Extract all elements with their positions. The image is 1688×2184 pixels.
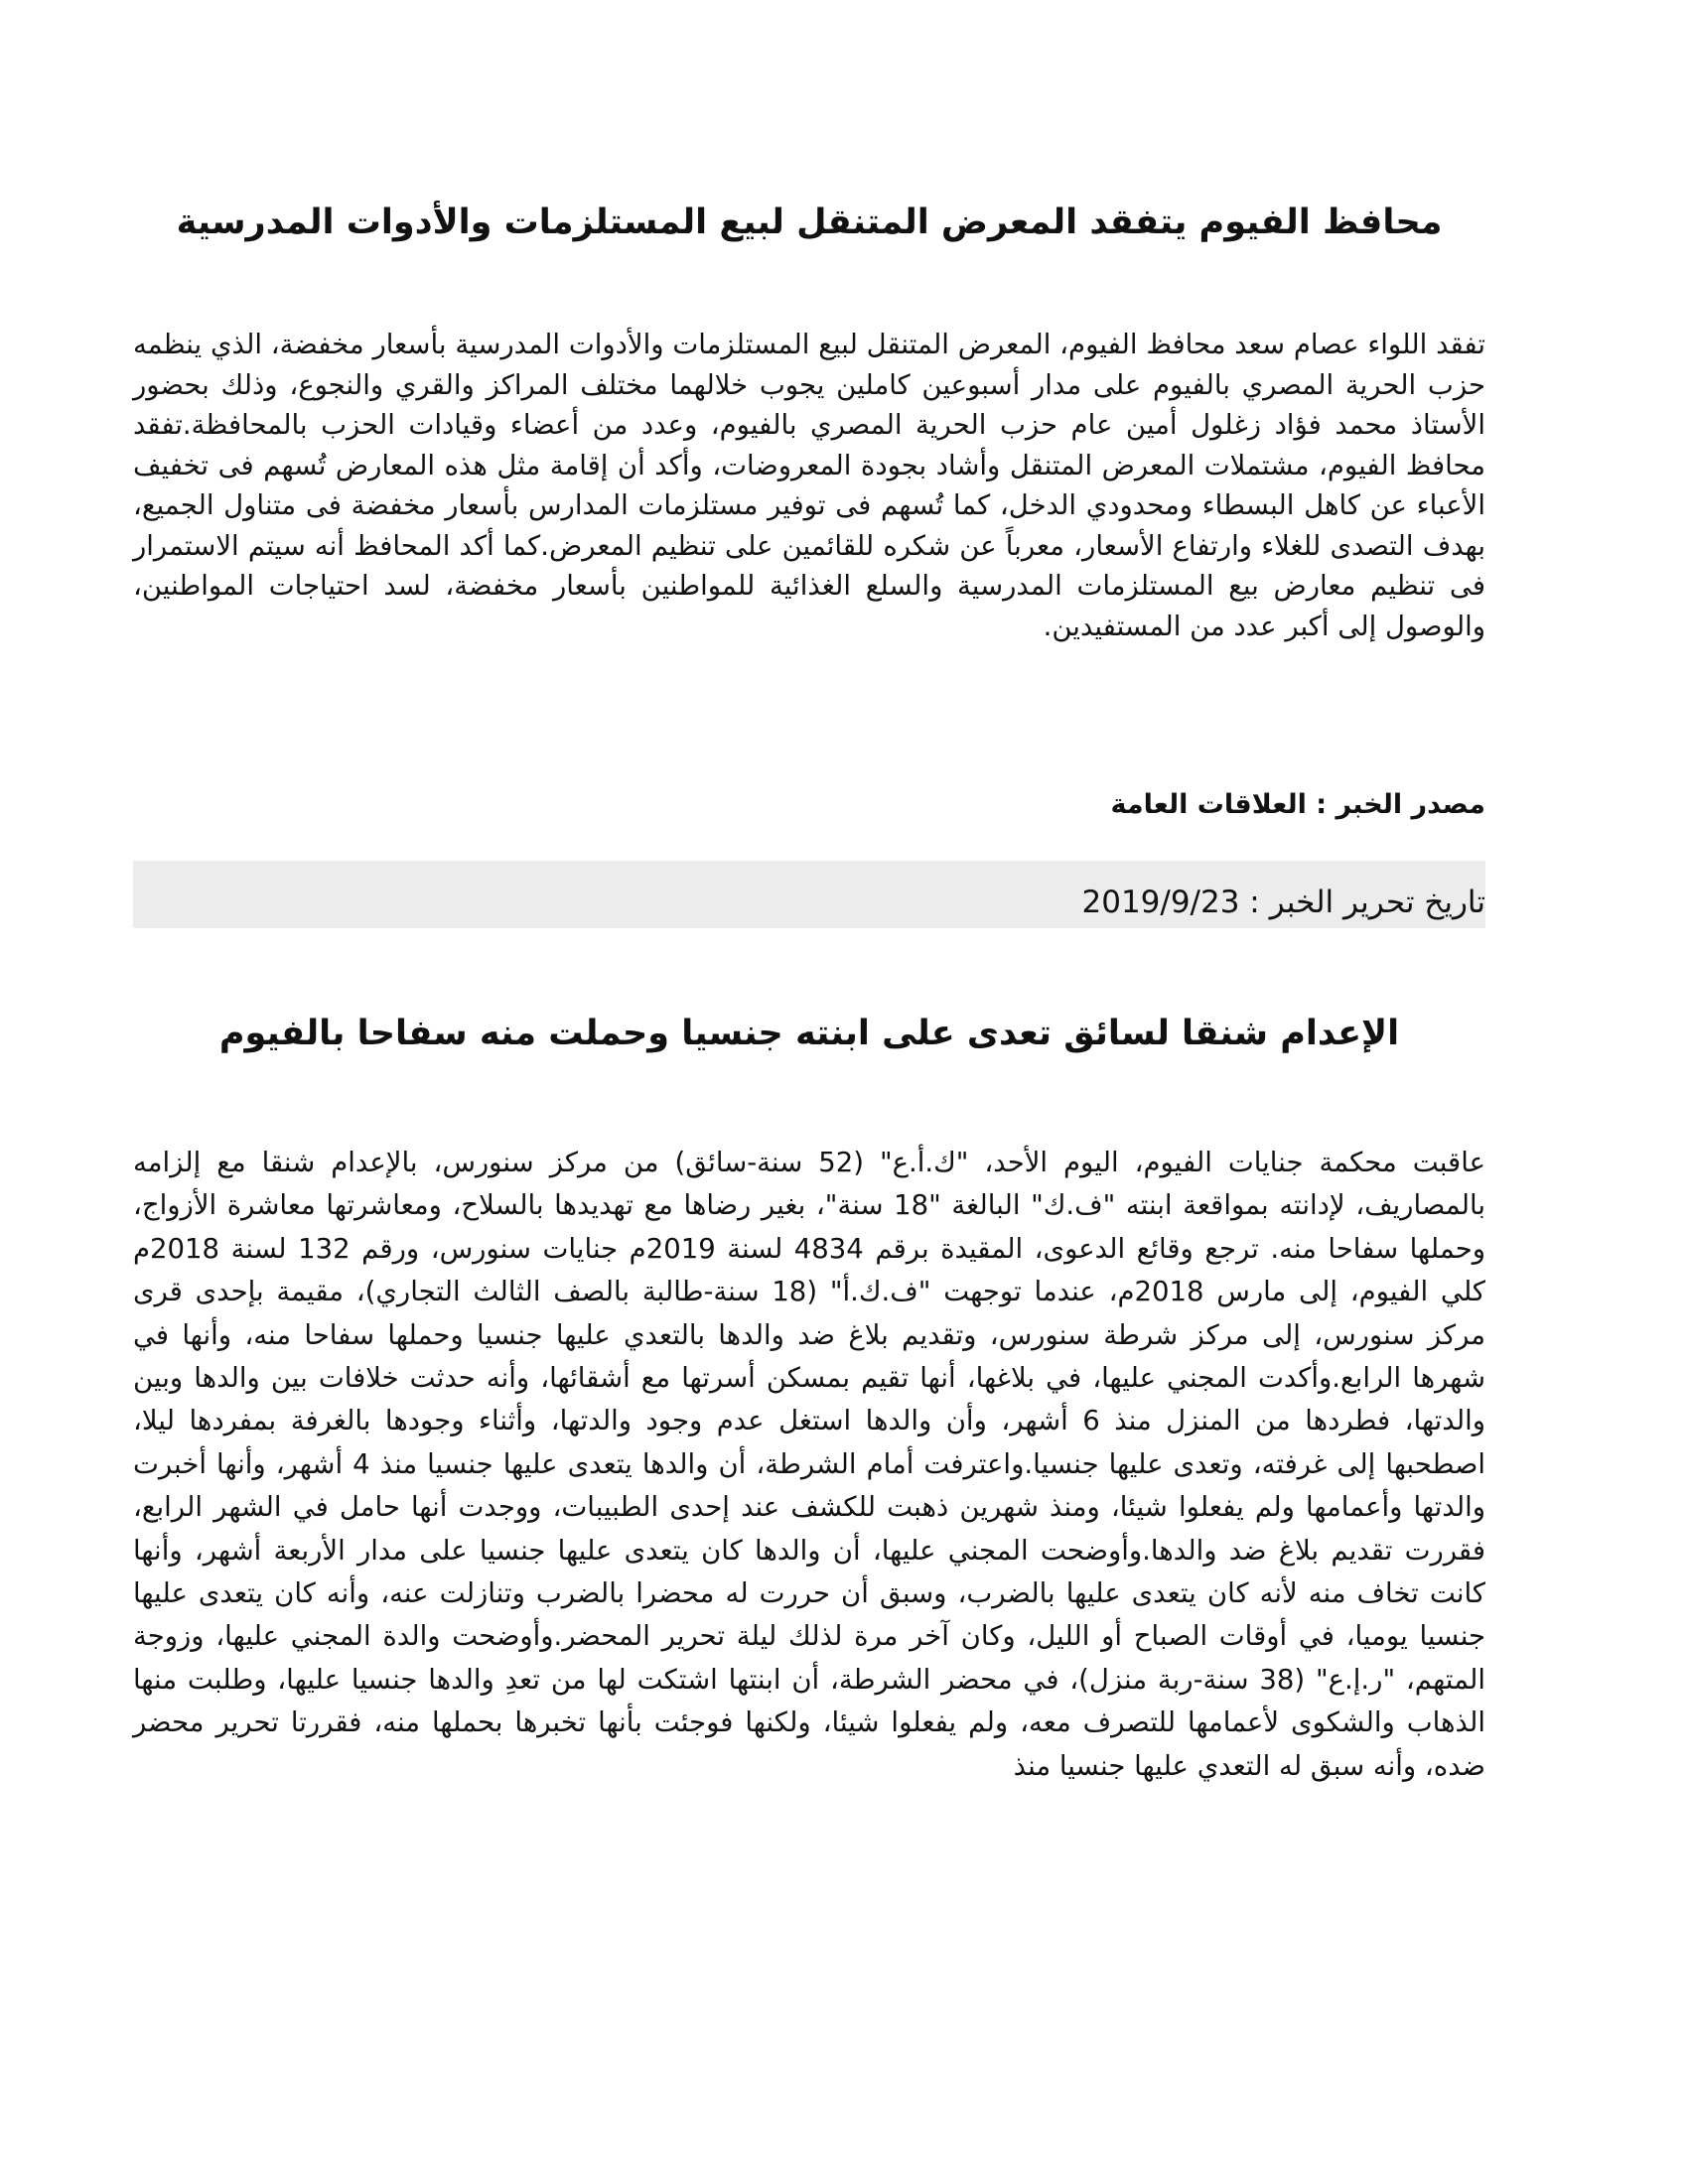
article-1-date-band	[133, 861, 1485, 928]
article-2-body: عاقبت محكمة جنايات الفيوم، اليوم الأحد، "ك.أ.ع" (52 سنة-سائق) من مركز سنورس، بالإعدام شنقا مع إلزامه بالمصاريف، لإدانته بمواقعة ابنته "ف.ك" البالغة "18 سنة"، بغير رضاها مع تهديدها بالسلاح، ومعاشرتها معاشرة الأزواج، وحملها سفاحا منه. ترجع وقائع الدعوى، المقيدة برقم 4834 لسنة 2019م جنايات سنورس، ورقم 132 لسنة 2018م كلي الفيوم، إلى مارس 2018م، عندما توجهت "ف.ك.أ" (18 سنة-طالبة بالصف الثالث التجاري)، مقيمة بإحدى قرى مركز سنورس، إلى مركز شرطة سنورس، وتقديم بلاغ ضد والدها بالتعدي عليها جنسيا وحملها سفاحا منه، وأنها في شهرها الرابع.وأكدت المجني عليها، في بلاغها، أنها تقيم بمسكن أسرتها مع أشقائها، وأنه حدثت خلافات بين والدها وبين والدتها، فطردها من المنزل منذ 6 أشهر، وأن والدها استغل عدم وجود والدتها، وأثناء وجودها بالغرفة بمفردها ليلا، اصطحبها إلى غرفته، وتعدى عليها جنسيا.واعترفت أمام الشرطة، أن والدها يتعدى عليها جنسيا منذ 4 أشهر، وأنها أخبرت والدتها وأعمامها ولم يفعلوا شيئا، ومنذ شهرين ذهبت للكشف عند إحدى الطبيبات، ووجدت أنها حامل في الشهر الرابع، فقررت تقديم بلاغ ضد والدها.وأوضحت المجني عليها، أن والدها كان يتعدى عليها جنسيا على مدار الأربعة أشهر، وأنها كانت تخاف منه لأنه كان يتعدى عليها بالضرب، وسبق أن حررت له محضرا بالضرب وتنازلت عنه، وأنه كان يتعدى عليها جنسيا يوميا، في أوقات الصباح أو الليل، وكان آخر مرة لذلك ليلة تحرير المحضر.وأوضحت والدة المجني عليها، وزوجة المتهم، "ر.إ.ع" (38 سنة-ربة منزل)، في محضر الشرطة، أن ابنتها اشتكت لها من تعدِ والدها جنسيا عليها، وطلبت منها الذهاب والشكوى لأعمامها للتصرف معه، ولم يفعلوا شيئا، ولكنها فوجئت بأنها تخبرها بحملها منه، فقررتا تحرير محضر ضده، وأنه سبق له التعدي عليها جنسيا منذ	[133, 1147, 1486, 1782]
article-2-headline: الإعدام شنقا لسائق تعدى على ابنته جنسيا وحملت منه سفاحا بالفيوم	[218, 1014, 1400, 1053]
article-1-body: تفقد اللواء عصام سعد محافظ الفيوم، المعرض المتنقل لبيع المستلزمات والأدوات المدرسية بأسعار مخفضة، الذي ينظمه حزب الحرية المصري بالفيوم على مدار أسبوعين كاملين يجوب خلالهما مختلف المراكز والقري والنجوع، وذلك بحضور الأستاذ محمد فؤاد زغلول أمين عام حزب الحرية المصري بالفيوم، وعدد من أعضاء وقيادات الحزب بالمحافظة.تفقد محافظ الفيوم، مشتملات المعرض المتنقل وأشاد بجودة المعروضات، وأكد أن إقامة مثل هذه المعارض تُسهم فى تخفيف الأعباء عن كاهل البسطاء ومحدودي الدخل، كما تُسهم فى توفير مستلزمات المدارس بأسعار مخفضة فى متناول الجميع، بهدف التصدى للغلاء وارتفاع الأسعار، معرباً عن شكره للقائمين على تنظيم المعرض.كما أكد المحافظ أنه سيتم الاستمرار فى تنظيم معارض بيع المستلزمات المدرسية والسلع الغذائية للمواطنين بأسعار مخفضة، لسد احتياجات المواطنين، والوصول إلى أكبر عدد من المستفيدين.	[133, 329, 1485, 642]
article-1-headline: محافظ الفيوم يتفقد المعرض المتنقل لبيع المستلزمات والأدوات المدرسية	[176, 203, 1443, 242]
article-1-source: مصدر الخبر : العلاقات العامة	[1110, 789, 1485, 820]
article-1-date: تاريخ تحرير الخبر : 2019/9/23	[1081, 885, 1485, 920]
